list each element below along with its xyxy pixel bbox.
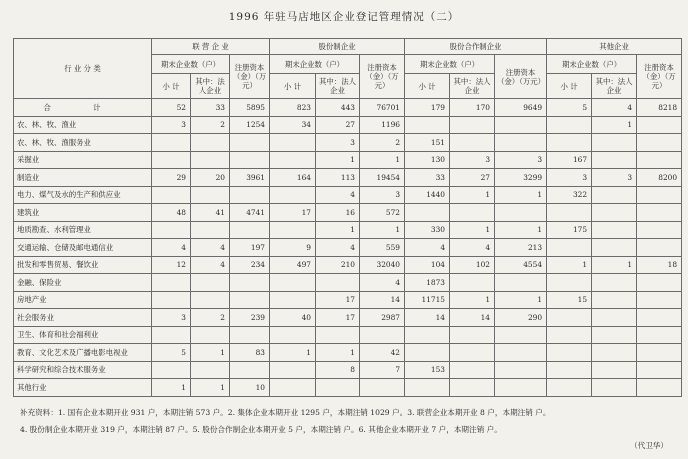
- period-count-header: 期末企业数（户）: [405, 55, 495, 74]
- table-cell: 167: [547, 151, 592, 169]
- table-cell: 4: [152, 239, 191, 257]
- row-category: 金融、保险业: [14, 274, 152, 292]
- table-cell: 5: [152, 344, 191, 362]
- table-cell: [592, 379, 637, 397]
- table-cell: 330: [405, 221, 450, 239]
- table-cell: 11715: [405, 291, 450, 309]
- table-cell: 16: [316, 204, 360, 222]
- table-cell: 823: [270, 99, 316, 117]
- table-cell: [152, 361, 191, 379]
- table-cell: 1196: [360, 116, 405, 134]
- table-cell: [637, 309, 682, 327]
- table-cell: 18: [637, 256, 682, 274]
- table-cell: 1: [592, 256, 637, 274]
- table-cell: 3: [450, 151, 495, 169]
- statistics-table: [13, 38, 682, 397]
- table-cell: [191, 326, 230, 344]
- table-cell: [637, 274, 682, 292]
- table-cell: [191, 151, 230, 169]
- row-category: 科学研究和综合技术服务业: [14, 361, 152, 379]
- period-count-header: 期末企业数（户）: [152, 55, 230, 74]
- table-cell: [191, 221, 230, 239]
- row-category: 地质勘查、水利管理业: [14, 221, 152, 239]
- table-cell: [152, 274, 191, 292]
- table-cell: 170: [450, 99, 495, 117]
- table-cell: [637, 186, 682, 204]
- table-cell: 17: [270, 204, 316, 222]
- table-cell: 3: [592, 169, 637, 187]
- table-cell: 4: [191, 239, 230, 257]
- table-cell: [495, 361, 547, 379]
- table-cell: [360, 379, 405, 397]
- table-cell: [592, 151, 637, 169]
- legal-entity-header: 其中：法人企业: [450, 74, 495, 99]
- author-credit: （代卫华）: [630, 441, 668, 450]
- table-cell: 4: [405, 239, 450, 257]
- table-cell: [637, 361, 682, 379]
- table-cell: 1: [316, 221, 360, 239]
- table-cell: [592, 291, 637, 309]
- table-cell: 290: [495, 309, 547, 327]
- table-cell: [230, 134, 270, 152]
- table-cell: 2: [191, 309, 230, 327]
- table-cell: [405, 116, 450, 134]
- table-row: [14, 116, 682, 134]
- table-cell: [495, 344, 547, 362]
- table-cell: [637, 291, 682, 309]
- table-row: [14, 309, 682, 327]
- table-cell: [230, 274, 270, 292]
- table-cell: [270, 221, 316, 239]
- table-cell: [592, 326, 637, 344]
- table-cell: [592, 221, 637, 239]
- table-row: [14, 169, 682, 187]
- table-cell: 10: [230, 379, 270, 397]
- table-cell: 322: [547, 186, 592, 204]
- table-cell: 1: [191, 344, 230, 362]
- table-cell: [360, 326, 405, 344]
- table-cell: [592, 239, 637, 257]
- table-cell: [270, 326, 316, 344]
- table-cell: 559: [360, 239, 405, 257]
- table-cell: 234: [230, 256, 270, 274]
- table-cell: 1: [592, 116, 637, 134]
- table-cell: [230, 361, 270, 379]
- table-cell: 104: [405, 256, 450, 274]
- table-cell: [270, 361, 316, 379]
- table-cell: [450, 134, 495, 152]
- table-cell: [495, 134, 547, 152]
- table-cell: [152, 186, 191, 204]
- table-cell: [405, 344, 450, 362]
- table-cell: 33: [405, 169, 450, 187]
- table-cell: 3: [316, 134, 360, 152]
- table-cell: 4: [316, 186, 360, 204]
- table-cell: [495, 379, 547, 397]
- table-cell: 3: [360, 186, 405, 204]
- table-cell: 7: [360, 361, 405, 379]
- table-cell: [230, 186, 270, 204]
- table-row: [14, 326, 682, 344]
- table-cell: [547, 204, 592, 222]
- table-cell: 12: [152, 256, 191, 274]
- table-cell: 14: [405, 309, 450, 327]
- table-cell: 76701: [360, 99, 405, 117]
- table-cell: [637, 326, 682, 344]
- table-cell: 9649: [495, 99, 547, 117]
- legal-entity-header: 其中：法人企业: [592, 74, 637, 99]
- table-cell: 9: [270, 239, 316, 257]
- table-cell: [637, 379, 682, 397]
- table-cell: 4554: [495, 256, 547, 274]
- table-row: [14, 239, 682, 257]
- group-header-joint: 联 营 企 业: [152, 39, 270, 55]
- table-cell: [450, 379, 495, 397]
- table-cell: 19454: [360, 169, 405, 187]
- table-cell: [152, 221, 191, 239]
- table-cell: 1: [316, 151, 360, 169]
- table-cell: 20: [191, 169, 230, 187]
- table-row: [14, 361, 682, 379]
- table-cell: 32040: [360, 256, 405, 274]
- table-cell: [191, 291, 230, 309]
- table-cell: 5895: [230, 99, 270, 117]
- table-cell: [637, 204, 682, 222]
- row-category: 卫生、体育和社会福利业: [14, 326, 152, 344]
- table-cell: 4: [592, 99, 637, 117]
- table-cell: 443: [316, 99, 360, 117]
- table-cell: 179: [405, 99, 450, 117]
- table-cell: 2: [360, 134, 405, 152]
- table-cell: [270, 291, 316, 309]
- supplement-note-line-1: 补充资料：1. 国有企业本期开业 931 户，本期注销 573 户。2. 集体企业本期开业 1295 户，本期注销 1029 户。3. 联营企业本期开业 8 户，本期注销 户。: [20, 408, 551, 417]
- legal-entity-header: 其中：法人企业: [191, 74, 230, 99]
- table-cell: 8200: [637, 169, 682, 187]
- table-cell: 52: [152, 99, 191, 117]
- table-cell: [450, 326, 495, 344]
- table-cell: 34: [270, 116, 316, 134]
- capital-header: 注册资本（金）（万元）: [230, 55, 270, 99]
- row-category: 电力、煤气及水的生产和供应业: [14, 186, 152, 204]
- table-cell: 1: [316, 344, 360, 362]
- table-cell: [547, 361, 592, 379]
- group-header-shareholding: 股份制企业: [270, 39, 405, 55]
- table-cell: [495, 274, 547, 292]
- table-cell: 1: [360, 221, 405, 239]
- table-cell: [592, 274, 637, 292]
- table-cell: 151: [405, 134, 450, 152]
- table-cell: [450, 344, 495, 362]
- table-cell: 4: [360, 274, 405, 292]
- table-cell: 1: [450, 186, 495, 204]
- capital-header: 注册资本（金）（万元）: [637, 55, 682, 99]
- table-cell: 175: [547, 221, 592, 239]
- row-category: 制造业: [14, 169, 152, 187]
- table-cell: 3: [547, 169, 592, 187]
- category-header: 行 业 分 类: [14, 39, 152, 99]
- table-cell: 213: [495, 239, 547, 257]
- table-cell: [637, 116, 682, 134]
- table-cell: [230, 221, 270, 239]
- table-cell: [152, 134, 191, 152]
- table-cell: 113: [316, 169, 360, 187]
- table-cell: [405, 326, 450, 344]
- period-count-header: 期末企业数（户）: [547, 55, 637, 74]
- table-cell: 5: [547, 99, 592, 117]
- row-category: 其他行业: [14, 379, 152, 397]
- table-cell: [152, 151, 191, 169]
- table-cell: 33: [191, 99, 230, 117]
- table-cell: [547, 116, 592, 134]
- table-cell: [547, 379, 592, 397]
- table-cell: 210: [316, 256, 360, 274]
- table-cell: [152, 326, 191, 344]
- table-cell: [152, 291, 191, 309]
- row-category: 房地产业: [14, 291, 152, 309]
- table-cell: [637, 151, 682, 169]
- table-row: [14, 291, 682, 309]
- table-cell: 1254: [230, 116, 270, 134]
- table-body: [14, 99, 682, 397]
- table-cell: 41: [191, 204, 230, 222]
- table-row: [14, 256, 682, 274]
- table-cell: 4: [450, 239, 495, 257]
- table-cell: [495, 326, 547, 344]
- table-cell: 3299: [495, 169, 547, 187]
- table-cell: 40: [270, 309, 316, 327]
- table-cell: [450, 116, 495, 134]
- table-cell: 1: [450, 221, 495, 239]
- table-row: [14, 186, 682, 204]
- table-cell: 3: [152, 116, 191, 134]
- row-category: 农、林、牧、渔服务业: [14, 134, 152, 152]
- row-category: 建筑业: [14, 204, 152, 222]
- capital-header: 注册资本（金）（万元）: [495, 55, 547, 99]
- table-cell: [191, 134, 230, 152]
- table-row: [14, 204, 682, 222]
- table-cell: 1440: [405, 186, 450, 204]
- table-cell: [405, 379, 450, 397]
- table-cell: 1: [360, 151, 405, 169]
- table-cell: [547, 309, 592, 327]
- table-cell: 1: [495, 186, 547, 204]
- table-cell: 1: [450, 291, 495, 309]
- table-cell: 164: [270, 169, 316, 187]
- table-cell: 14: [450, 309, 495, 327]
- legal-entity-header: 其中：法人企业: [316, 74, 360, 99]
- table-cell: [450, 274, 495, 292]
- table-cell: 4: [191, 256, 230, 274]
- table-cell: 4: [316, 239, 360, 257]
- row-category: 批发和零售贸易、餐饮业: [14, 256, 152, 274]
- table-cell: [547, 344, 592, 362]
- table-cell: [592, 344, 637, 362]
- table-cell: 1: [547, 256, 592, 274]
- table-cell: [270, 274, 316, 292]
- table-cell: [547, 274, 592, 292]
- table-cell: 1: [152, 379, 191, 397]
- capital-header: 注册资本（金）（万元）: [360, 55, 405, 99]
- table-cell: [637, 221, 682, 239]
- table-cell: [592, 361, 637, 379]
- page-title: 1996 年驻马店地区企业登记管理情况（二）: [228, 11, 460, 23]
- table-cell: 83: [230, 344, 270, 362]
- subtotal-header: 小 计: [270, 74, 316, 99]
- table-cell: 3961: [230, 169, 270, 187]
- table-cell: 4741: [230, 204, 270, 222]
- table-cell: 153: [405, 361, 450, 379]
- row-category: 社会服务业: [14, 309, 152, 327]
- table-cell: 15: [547, 291, 592, 309]
- table-cell: [495, 116, 547, 134]
- table-cell: [316, 379, 360, 397]
- table-cell: 42: [360, 344, 405, 362]
- table-row: [14, 379, 682, 397]
- table-cell: 1: [495, 221, 547, 239]
- table-cell: [495, 204, 547, 222]
- table-cell: [230, 151, 270, 169]
- table-cell: [191, 361, 230, 379]
- table-cell: [592, 309, 637, 327]
- table-row: [14, 151, 682, 169]
- table-cell: 3: [495, 151, 547, 169]
- table-cell: 572: [360, 204, 405, 222]
- row-category: 交通运输、仓储及邮电通信业: [14, 239, 152, 257]
- subtotal-header: 小 计: [405, 74, 450, 99]
- table-cell: 14: [360, 291, 405, 309]
- table-cell: [637, 134, 682, 152]
- table-cell: 29: [152, 169, 191, 187]
- table-cell: 17: [316, 309, 360, 327]
- table-cell: [230, 326, 270, 344]
- table-cell: [270, 379, 316, 397]
- table-row: [14, 274, 682, 292]
- subtotal-header: 小 计: [152, 74, 191, 99]
- table-cell: [592, 186, 637, 204]
- group-header-other: 其他企业: [547, 39, 682, 55]
- table-cell: 17: [316, 291, 360, 309]
- table-cell: [547, 134, 592, 152]
- table-cell: [405, 204, 450, 222]
- table-cell: 3: [152, 309, 191, 327]
- row-category: 合 计: [14, 99, 152, 117]
- table-cell: 8: [316, 361, 360, 379]
- table-cell: 102: [450, 256, 495, 274]
- table-cell: [547, 239, 592, 257]
- table-cell: [637, 344, 682, 362]
- table-cell: 27: [450, 169, 495, 187]
- table-cell: 130: [405, 151, 450, 169]
- row-category: 采掘业: [14, 151, 152, 169]
- table-cell: 197: [230, 239, 270, 257]
- table-cell: [547, 326, 592, 344]
- table-row: [14, 99, 682, 117]
- period-count-header: 期末企业数（户）: [270, 55, 360, 74]
- table-cell: [450, 204, 495, 222]
- table-cell: 1: [495, 291, 547, 309]
- table-row: [14, 134, 682, 152]
- table-row: [14, 344, 682, 362]
- table-cell: [191, 274, 230, 292]
- table-cell: 8218: [637, 99, 682, 117]
- table-cell: [592, 134, 637, 152]
- subtotal-header: 小 计: [547, 74, 592, 99]
- table-cell: 497: [270, 256, 316, 274]
- table-cell: 27: [316, 116, 360, 134]
- table-cell: [637, 239, 682, 257]
- table-cell: [450, 361, 495, 379]
- table-cell: 2987: [360, 309, 405, 327]
- table-cell: [191, 186, 230, 204]
- table-cell: [230, 291, 270, 309]
- table-row: [14, 221, 682, 239]
- row-category: 农、林、牧、渔业: [14, 116, 152, 134]
- table-cell: [316, 274, 360, 292]
- row-category: 教育、文化艺术及广播电影电视业: [14, 344, 152, 362]
- group-header-cooperative: 股份合作制企业: [405, 39, 547, 55]
- table-cell: 1: [270, 344, 316, 362]
- table-cell: 48: [152, 204, 191, 222]
- table-cell: [592, 204, 637, 222]
- table-cell: [270, 186, 316, 204]
- table-cell: 1: [191, 379, 230, 397]
- table-cell: [316, 326, 360, 344]
- table-cell: [270, 134, 316, 152]
- supplement-note-line-2: 4. 股份制企业本期开业 319 户，本期注销 87 户。5. 股份合作制企业本期开业 5 户，本期注销 户。6. 其他企业本期开业 7 户，本期注销 户。: [20, 425, 502, 434]
- table-cell: [270, 151, 316, 169]
- table-cell: 239: [230, 309, 270, 327]
- table-cell: 1873: [405, 274, 450, 292]
- table-cell: 2: [191, 116, 230, 134]
